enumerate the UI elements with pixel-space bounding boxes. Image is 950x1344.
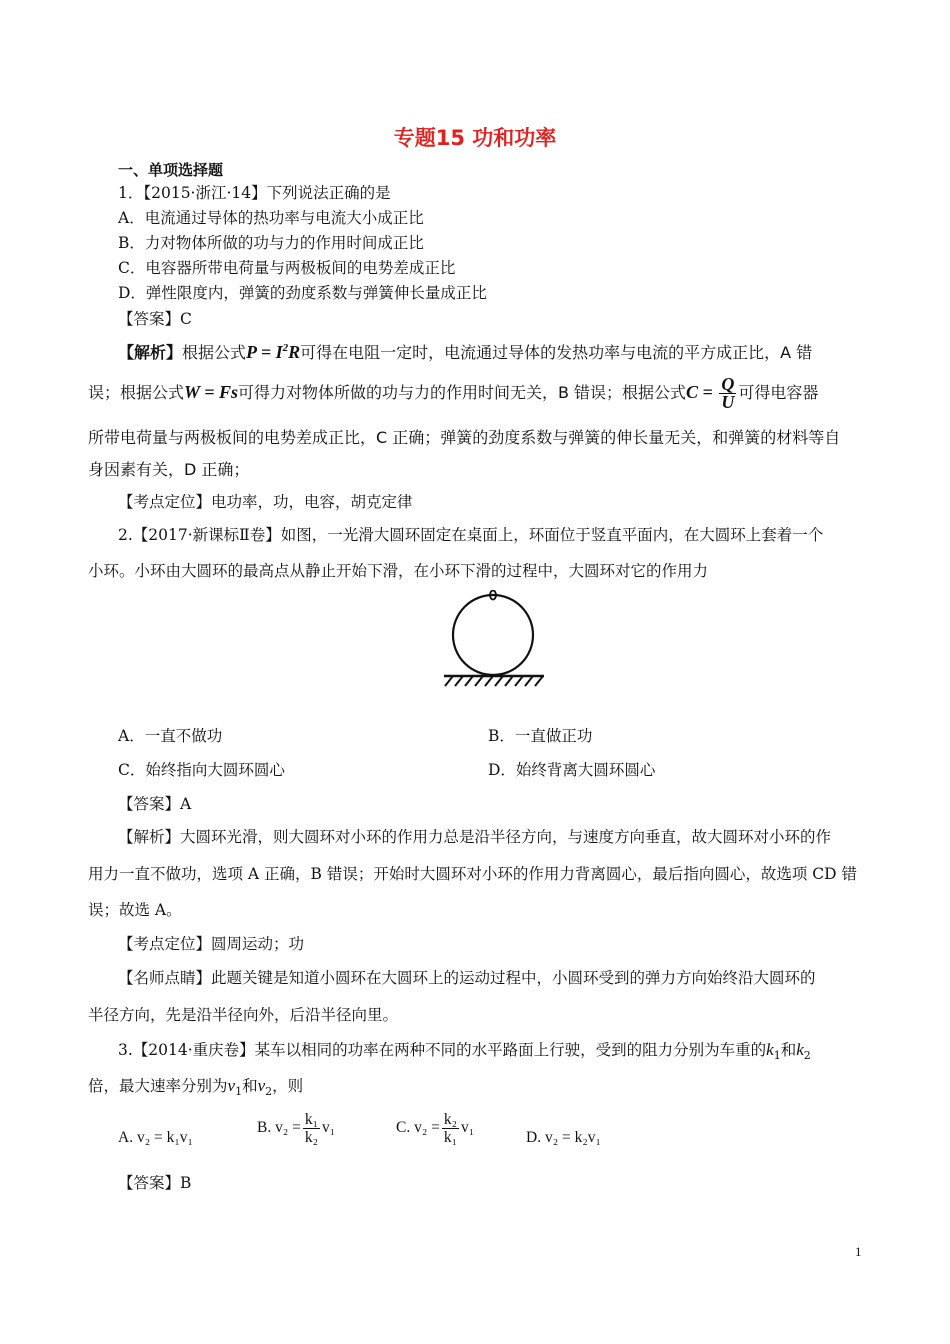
q2-analysis-2: 用力一直不做功，选项 A 正确，B 错误；开始时大圆环对小环的作用力背离圆心，最后指向圆心，故选项 CD 错: [88, 865, 858, 883]
q3-answer: 【答案】B: [118, 1174, 192, 1192]
q3-option-a: A. v₂ = k₁v₁: [118, 1129, 193, 1146]
q1-option-a: A．电流通过导体的热功率与电流大小成正比: [118, 209, 424, 227]
q1-analysis-line-1: 【解析】根据公式$P = I^2R$可得在电阻一定时，电流通过导体的发热功率与电流的平方成正比，A 错: [118, 342, 813, 362]
page-title: 专题15 功和功率: [393, 126, 557, 150]
q1-option-c: C．电容器所带电荷量与两极板间的电势差成正比: [118, 259, 456, 277]
q1-analysis-line-3: 所带电荷量与两极板间的电势差成正比，C 正确；弹簧的劲度系数与弹簧的伸长量无关，和弹簧的材料等自: [88, 428, 841, 447]
table-hatching: [445, 676, 543, 686]
q2-mingshi-2: 半径方向，先是沿半径向外，后沿半径向里。: [88, 1006, 399, 1024]
formula-power: $P = I^2R$: [246, 342, 301, 362]
q2-option-d: D．始终背离大圆环圆心: [488, 761, 656, 779]
q1-option-b: B．力对物体所做的功与力的作用时间成正比: [118, 234, 424, 252]
q1-option-d: D．弹性限度内，弹簧的劲度系数与弹簧伸长量成正比: [118, 284, 487, 302]
q3-option-b: B. v₂ = $\frac{\text{k₁}}{\text{k₂}}$ v₁: [257, 1111, 336, 1146]
q2-mingshi-1: 【名师点睛】此题关键是知道小圆环在大圆环上的运动过程中，小圆环受到的弹力方向始终沿大圆环的: [118, 969, 816, 987]
q1-kaodian: 【考点定位】电功率，功，电容，胡克定律: [118, 493, 413, 511]
section-heading: 一、单项选择题: [118, 161, 224, 179]
q2-analysis-3: 误；故选 A。: [88, 901, 182, 919]
q2-stem-1: 2.【2017·新课标Ⅱ卷】如图，一光滑大圆环固定在桌面上，环面位于竖直平面内，在大圆环上套着一个: [118, 526, 824, 544]
q2-option-b: B．一直做正功: [488, 727, 593, 745]
formula-capacitance: C = $\frac{Q}{U}$: [686, 374, 735, 413]
q1-answer: 【答案】C: [118, 310, 192, 328]
page-number: 1: [855, 1244, 862, 1259]
q2-analysis-1: 【解析】大圆环光滑，则大圆环对小环的作用力总是沿半径方向，与速度方向垂直，故大圆环对小环的作: [118, 828, 832, 846]
q1-analysis-line-2: 误；根据公式W = Fs可得力对物体所做的功与力的作用时间无关，B 错误；根据公式C = $\frac{Q}{U}$ 可得电容器: [88, 374, 819, 413]
ring-on-table-figure: [436, 590, 548, 690]
q1-analysis-line-4: 身因素有关，D 正确；: [88, 460, 250, 479]
q2-answer: 【答案】A: [118, 795, 192, 813]
q2-stem-2: 小环。小环由大圆环的最高点从静止开始下滑，在小环下滑的过程中，大圆环对它的作用力: [88, 562, 709, 580]
formula-work: W = Fs: [184, 382, 238, 402]
q3-option-d: D. v₂ = k₂v₁: [526, 1129, 601, 1146]
q3-option-c: C. v₂ = $\frac{\text{k₂}}{\text{k₁}}$ v₁: [396, 1111, 475, 1146]
analysis-tag: 【解析】: [118, 343, 183, 362]
q3-stem-2: 倍，最大速率分别为$v_1$和$v_2$，则: [88, 1076, 304, 1099]
large-ring: [453, 595, 533, 675]
q2-option-c: C．始终指向大圆环圆心: [118, 761, 285, 779]
q2-option-a: A．一直不做功: [118, 727, 223, 745]
q3-stem-1: 3.【2014·重庆卷】某车以相同的功率在两种不同的水平路面上行驶，受到的阻力分别为车重的$k_1$和$k_2$: [118, 1040, 811, 1063]
q1-stem: 1．【2015·浙江·14】下列说法正确的是: [118, 184, 391, 202]
q2-kaodian: 【考点定位】圆周运动；功: [118, 935, 305, 953]
